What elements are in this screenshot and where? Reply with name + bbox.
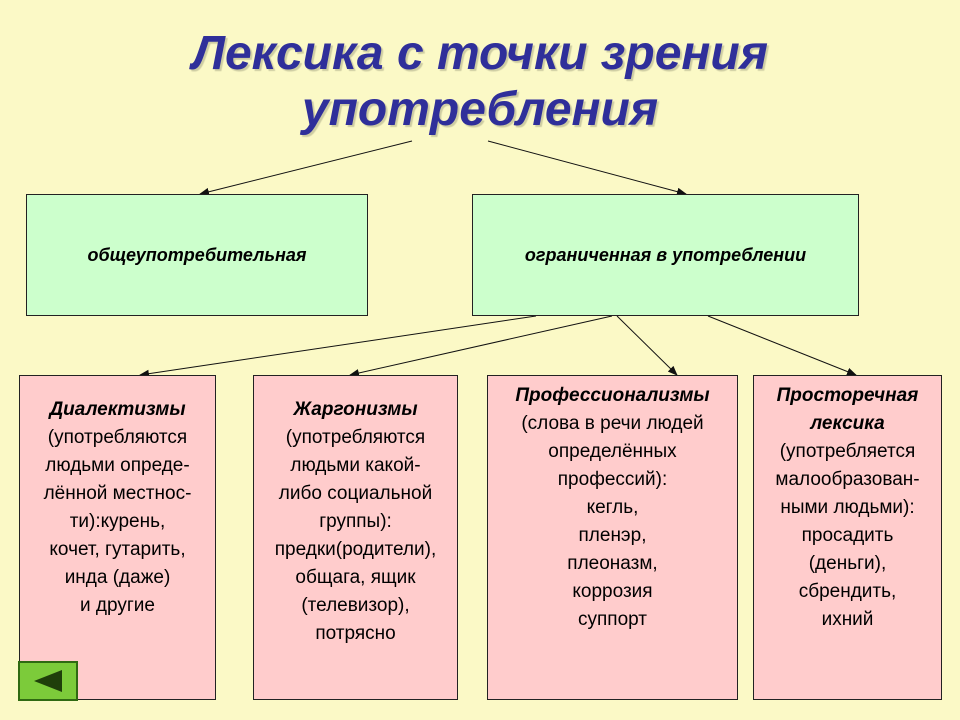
arrow-restricted-to-colloquial bbox=[708, 316, 856, 375]
professionalisms-line: кегль, bbox=[586, 497, 639, 518]
title-line-2: употребления bbox=[301, 83, 659, 136]
dialectisms-line: лённой местнос- bbox=[43, 483, 192, 504]
jargonisms-line: (употребляются bbox=[285, 427, 426, 448]
colloquial-line: малообразован- bbox=[775, 469, 920, 490]
colloquial-line: (употребляется bbox=[779, 441, 916, 462]
colloquial-line: сбрендить, bbox=[798, 581, 897, 602]
colloquial-line: ными людьми): bbox=[780, 497, 915, 518]
jargonisms-line: потрясно bbox=[315, 623, 396, 644]
professionalisms-line: определённых bbox=[548, 441, 677, 462]
box-jargonisms bbox=[253, 375, 458, 700]
dialectisms-line: ти):курень, bbox=[69, 511, 166, 532]
box-dialectisms bbox=[19, 375, 216, 700]
arrow-restricted-to-dialect bbox=[140, 316, 536, 375]
jargonisms-heading: Жаргонизмы bbox=[293, 399, 418, 420]
professionalisms-line: коррозия bbox=[572, 581, 653, 602]
dialectisms-heading: Диалектизмы bbox=[49, 399, 186, 420]
restricted-use-label: ограниченная в употреблении bbox=[524, 244, 807, 265]
professionalisms-line: суппорт bbox=[578, 609, 647, 630]
professionalisms-line: плеоназм, bbox=[567, 553, 658, 574]
triangle-left-icon bbox=[31, 668, 65, 694]
arrow-title-to-restricted bbox=[488, 141, 686, 194]
jargonisms-line: группы): bbox=[319, 511, 392, 532]
jargonisms-line: либо социальной bbox=[278, 483, 433, 504]
general-use-label: общеупотребительная bbox=[87, 244, 307, 265]
arrow-title-to-general bbox=[200, 141, 412, 194]
professionalisms-line: (слова в речи людей bbox=[521, 413, 704, 434]
dialectisms-line: кочет, гутарить, bbox=[49, 539, 186, 560]
dialectisms-line: (употребляются bbox=[47, 427, 188, 448]
jargonisms-line: предки(родители), bbox=[274, 539, 437, 560]
professionalisms-line: профессий): bbox=[557, 469, 668, 490]
dialectisms-line: инда (даже) bbox=[64, 567, 171, 588]
box-restricted-use bbox=[472, 194, 859, 316]
back-button[interactable] bbox=[18, 661, 78, 701]
colloquial-heading-line: лексика bbox=[810, 413, 885, 434]
colloquial-heading-line: Просторечная bbox=[776, 385, 919, 406]
box-general-use bbox=[26, 194, 368, 316]
arrow-restricted-to-jargon bbox=[350, 316, 612, 375]
jargonisms-line: людьми какой- bbox=[290, 455, 421, 476]
arrow-restricted-to-professional bbox=[617, 316, 677, 375]
colloquial-line: просадить bbox=[801, 525, 894, 546]
professionalisms-heading: Профессионализмы bbox=[515, 385, 710, 406]
title-line-1: Лексика с точки зрения bbox=[191, 27, 769, 80]
jargonisms-line: общага, ящик bbox=[295, 567, 416, 588]
colloquial-line: ихний bbox=[821, 609, 874, 630]
dialectisms-line: людьми опреде- bbox=[45, 455, 190, 476]
jargonisms-line: (телевизор), bbox=[301, 595, 410, 616]
dialectisms-line: и другие bbox=[80, 595, 155, 616]
box-colloquial-vocabulary bbox=[753, 375, 942, 700]
colloquial-line: (деньги), bbox=[808, 553, 887, 574]
box-professionalisms bbox=[487, 375, 738, 700]
professionalisms-line: пленэр, bbox=[578, 525, 647, 546]
